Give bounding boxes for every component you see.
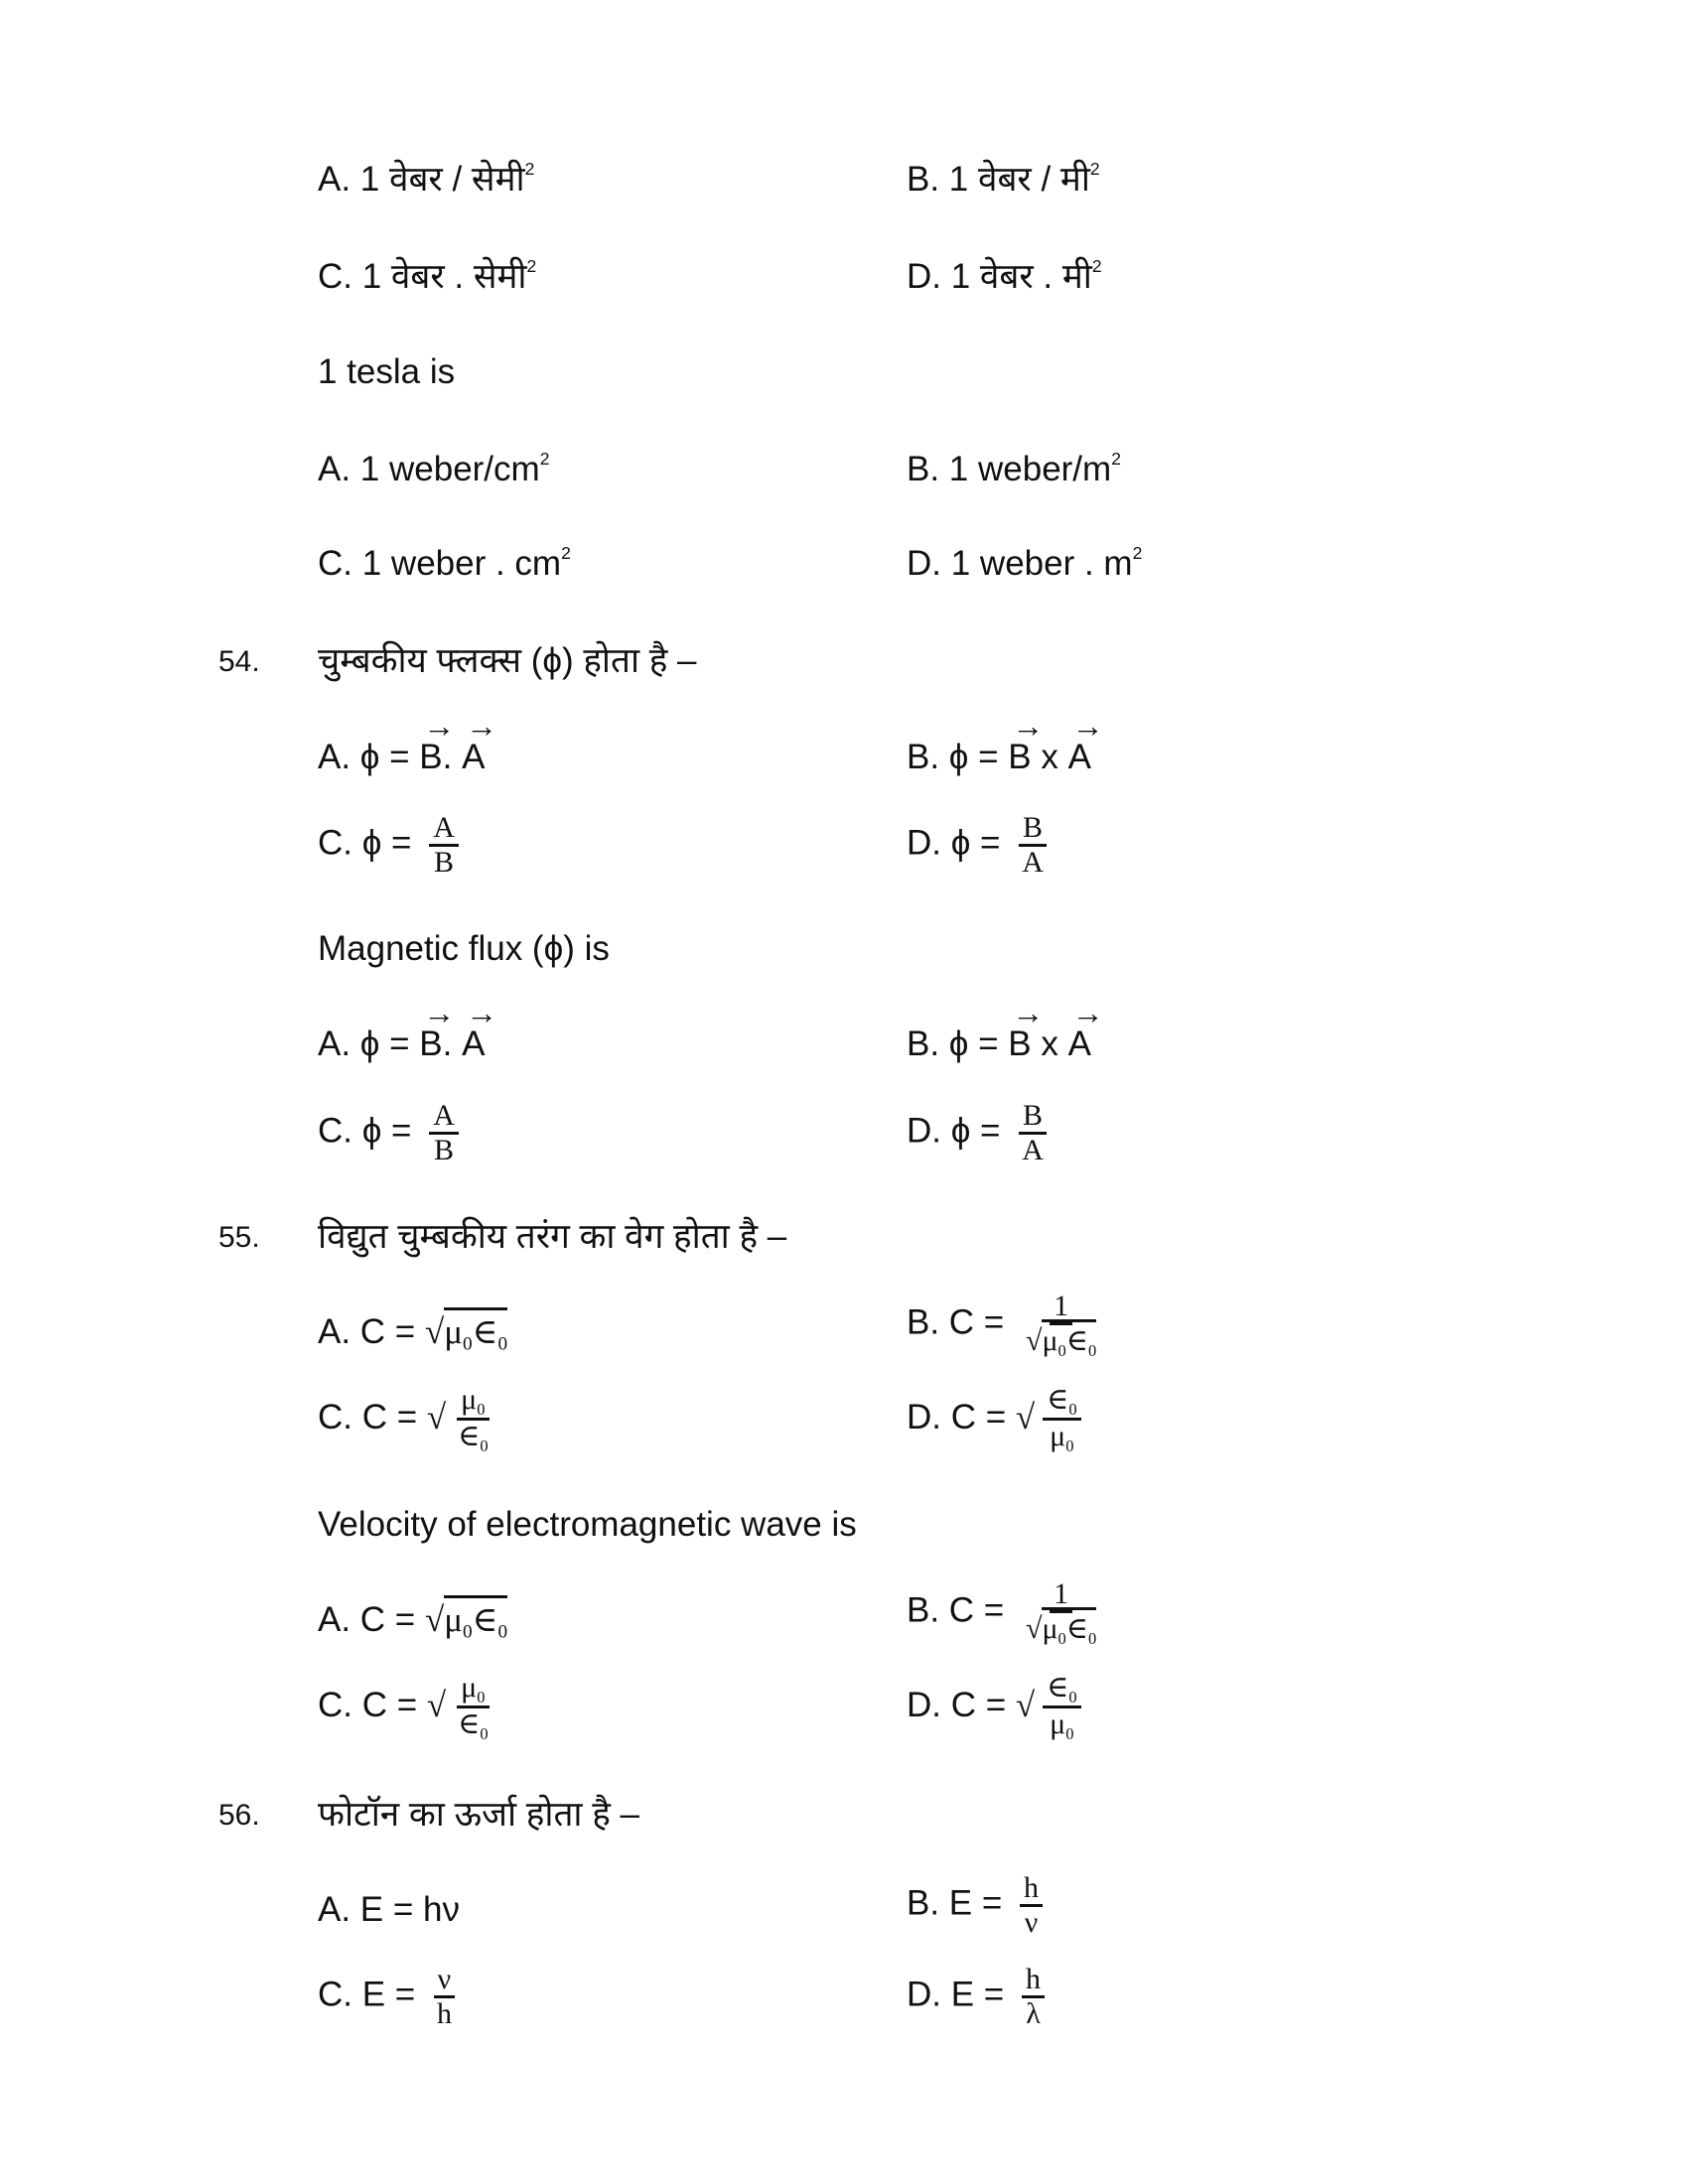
q54-en-option-d: D. ϕ = $\frac{B}{A}$ — [907, 1100, 1048, 1165]
q54-option-c: C. ϕ = $\frac{A}{B}$ — [318, 812, 459, 878]
q53-english-option-d: D. 1 weber . $m^2$ — [907, 543, 1143, 583]
vector-b: → B — [419, 1026, 442, 1061]
q53-english-option-b: B. 1 weber/$m^2$ — [907, 449, 1121, 488]
q53-hindi-option-c: C. 1 वेबर . सेमी$^2$ — [318, 256, 537, 296]
q54-en-option-b: B. ϕ = → B x → A — [907, 1026, 1091, 1061]
fraction: $\frac{\mu_0}{\in_0}$ — [458, 1383, 489, 1455]
q55-option-a: A. $C = √\mu_0\in_0$ — [318, 1314, 507, 1354]
fraction: $\frac{\in_0}{\mu_0}$ — [1043, 1384, 1080, 1454]
q55-option-d: D. C = √ $\frac{\in_0}{\mu_0}$ — [907, 1384, 1081, 1454]
q53-hindi-option-d: D. 1 वेबर . मी$^2$ — [907, 256, 1102, 296]
fraction: $\frac{h}{\nu}$ — [1020, 1872, 1043, 1938]
fraction: $\frac{\in_0}{\mu_0}$ — [1043, 1672, 1080, 1742]
q54-number: 54. — [218, 645, 260, 678]
vector-a: → A — [1068, 1026, 1091, 1061]
q55-option-c: C. C = √ $\frac{\mu_0}{\in_0}$ — [318, 1384, 492, 1454]
q54-english-question: Magnetic flux (ϕ) is — [318, 929, 610, 968]
q55-en-option-d: D. C = √ $\frac{\in_0}{\mu_0}$ — [907, 1672, 1081, 1742]
fraction: $\frac{A}{B}$ — [429, 1100, 459, 1165]
q55-english-question: Velocity of electromagnetic wave is — [318, 1505, 857, 1544]
q55-option-b: B. C = $\frac{1}{√\mu_0\in_0}$ — [907, 1291, 1100, 1359]
fraction: $\frac{1}{√\mu_0\in_0}$ — [1025, 1290, 1097, 1360]
q56-option-b: B. E = $\frac{h}{\nu}$ — [907, 1872, 1043, 1938]
q55-en-option-c: C. C = √ $\frac{\mu_0}{\in_0}$ — [318, 1672, 492, 1742]
vector-b: → B — [1008, 1026, 1031, 1061]
q55-number: 55. — [218, 1221, 260, 1254]
q56-option-a: A. E = hν — [318, 1890, 460, 1929]
q55-en-option-b: B. C = $\frac{1}{√\mu_0\in_0}$ — [907, 1578, 1100, 1647]
fraction: $\frac{A}{B}$ — [429, 812, 459, 878]
q53-english-option-c: C. 1 weber . $cm^2$ — [318, 543, 571, 583]
q55-hindi-question: विद्युत चुम्बकीय तरंग का वेग होता है – — [318, 1217, 787, 1256]
fraction: $\frac{1}{√\mu_0\in_0}$ — [1025, 1577, 1097, 1648]
fraction: $\frac{\nu}{h}$ — [433, 1964, 456, 2029]
fraction: $\frac{\mu_0}{\in_0}$ — [458, 1671, 489, 1743]
q55-en-option-a: A. $C = √\mu_0\in_0$ — [318, 1602, 507, 1642]
fraction: $\frac{B}{A}$ — [1018, 1100, 1048, 1165]
q53-hindi-option-a: A. 1 वेबर / सेमी$^2$ — [318, 159, 535, 199]
q54-option-d: D. ϕ = $\frac{B}{A}$ — [907, 812, 1048, 878]
vector-b: → B — [419, 740, 442, 774]
q56-number: 56. — [218, 1799, 260, 1832]
q54-hindi-question: चुम्बकीय फ्लक्स (ϕ) होता है – — [318, 641, 697, 680]
q56-option-d: D. E = $\frac{h}{\lambda}$ — [907, 1964, 1045, 2029]
q53-hindi-option-b: B. 1 वेबर / मी$^2$ — [907, 159, 1100, 199]
q54-option-b: B. ϕ = → B x → A — [907, 740, 1091, 774]
vector-a: → A — [462, 1026, 485, 1061]
q56-hindi-question: फोटॉन का ऊर्जा होता है – — [318, 1795, 639, 1834]
vector-b: → B — [1008, 740, 1031, 774]
vector-a: → A — [1068, 740, 1091, 774]
vector-a: → A — [462, 740, 485, 774]
fraction: $\frac{B}{A}$ — [1018, 812, 1048, 878]
q54-en-option-c: C. ϕ = $\frac{A}{B}$ — [318, 1100, 459, 1165]
q53-english-question: 1 tesla is — [318, 352, 456, 391]
q54-en-option-a: A. ϕ = → B. → A — [318, 1026, 485, 1061]
q54-option-a: A. ϕ = → B. → A — [318, 740, 485, 774]
q53-english-option-a: A. 1 weber/$cm^2$ — [318, 449, 550, 488]
q56-option-c: C. E = $\frac{\nu}{h}$ — [318, 1964, 456, 2029]
fraction: $\frac{h}{\lambda}$ — [1022, 1964, 1045, 2029]
